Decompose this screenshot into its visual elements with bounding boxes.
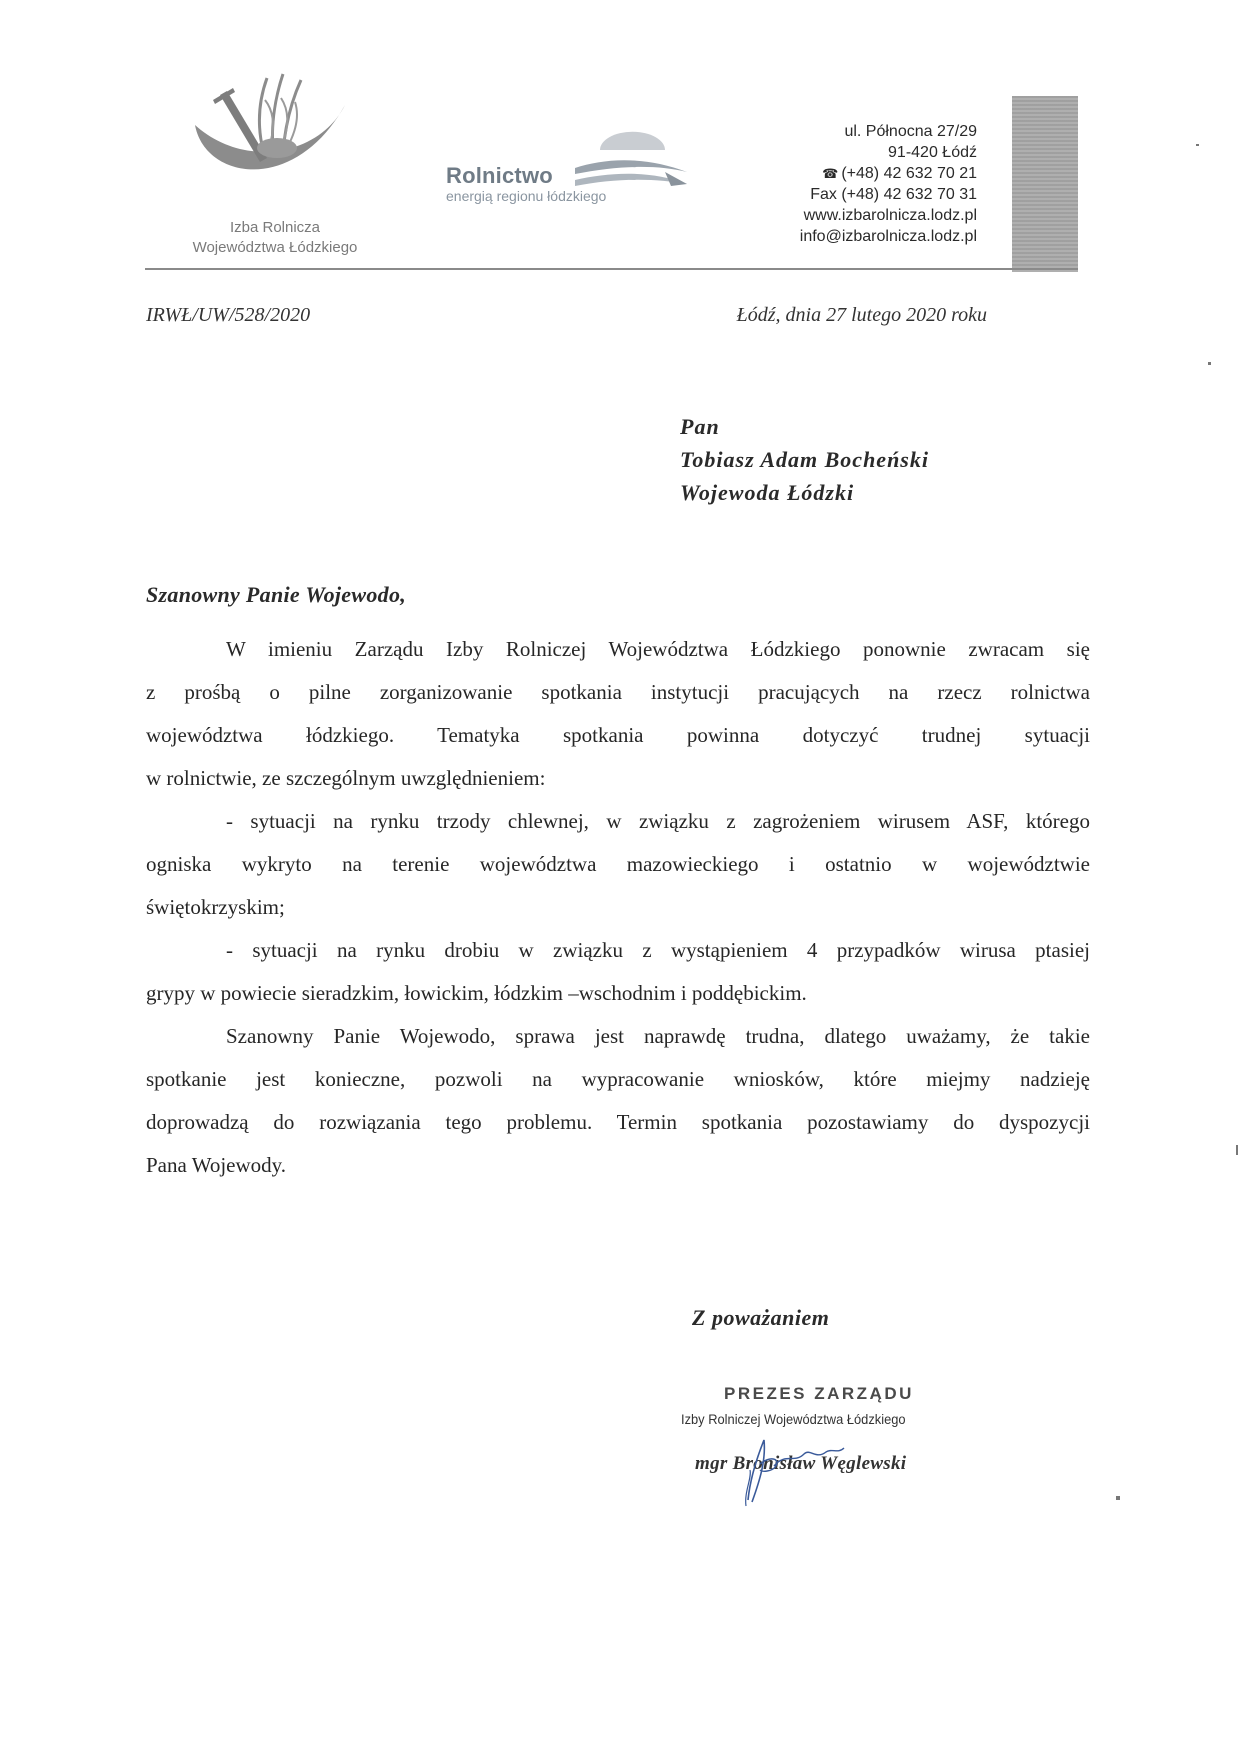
org-name-line1: Izba Rolnicza (229, 219, 321, 236)
body-line: Pana Wojewody. (146, 1153, 287, 1177)
body-line: Szanowny Panie Wojewodo, sprawa jest naprawdę trudna, dlatego uważamy, że takie (226, 1024, 1090, 1048)
signature-mark (730, 1430, 890, 1510)
contact-block (800, 121, 977, 247)
body-line: województwa łódzkiego. Tematyka spotkania powinna dotyczyć trudnej sytuacji (146, 723, 1090, 747)
scan-speck (1196, 144, 1199, 146)
body-line: grypy w powiecie sieradzkim, łowickim, łódzkim –wschodnim i poddębickim. (146, 981, 807, 1005)
body-line: doprowadzą do rozwiązania tego problemu. Termin spotkania pozostawiamy do dyspozycji (146, 1110, 1090, 1134)
reference-number: IRWŁ/UW/528/2020 (146, 304, 311, 326)
addressee-block (680, 410, 929, 509)
org-name-line2: Województwa Łódzkiego (192, 239, 358, 256)
contact-phone: (+48) 42 632 70 21 (841, 165, 977, 182)
body-line: - sytuacji na rynku trzody chlewnej, w związku z zagrożeniem wirusem ASF, którego (226, 809, 1090, 833)
body-line: w rolnictwie, ze szczególnym uwzględnieniem: (146, 766, 546, 790)
salutation: Szanowny Panie Wojewodo, (146, 582, 407, 607)
addressee-line: Pan (680, 414, 720, 439)
contact-email: info@izbarolnicza.lodz.pl (799, 228, 977, 245)
signatory-name: mgr Bronisław Węglewski (695, 1453, 907, 1474)
signature-title: PREZES ZARZĄDU (724, 1384, 914, 1403)
scan-speck (1208, 362, 1211, 365)
contact-fax: Fax (+48) 42 632 70 31 (810, 186, 977, 203)
contact-street: ul. Północna 27/29 (844, 123, 977, 140)
contact-city: 91-420 Łódź (888, 144, 977, 161)
header-side-block (1012, 96, 1078, 272)
contact-phone-line (800, 163, 977, 184)
closing: Z poważaniem (692, 1305, 830, 1330)
header-divider (145, 268, 1078, 270)
body-paragraph (146, 929, 1090, 1015)
body-paragraph (146, 628, 1090, 800)
body-line: świętokrzyskim; (146, 895, 285, 919)
contact-web: www.izbarolnicza.lodz.pl (803, 207, 977, 224)
scan-speck (1116, 1496, 1120, 1500)
body-line: spotkanie jest konieczne, pozwoli na wypracowanie wniosków, które miejmy nadzieję (146, 1067, 1090, 1091)
phone-icon: ☎ (822, 166, 839, 181)
body-line: - sytuacji na rynku drobiu w związku z wystąpieniem 4 przypadków wirusa ptasiej (226, 938, 1090, 962)
addressee-line: Wojewoda Łódzki (680, 480, 855, 505)
body-line: ogniska wykryto na terenie województwa mazowieckiego i ostatnio w województwie (146, 852, 1090, 876)
campaign-title: Rolnictwo (446, 163, 553, 188)
date-line: Łódź, dnia 27 lutego 2020 roku (736, 304, 987, 326)
scan-speck (1236, 1145, 1238, 1155)
campaign-subtitle: energią regionu łódzkiego (446, 188, 607, 204)
chamber-emblem-icon (185, 70, 365, 200)
body-line: z prośbą o pilne zorganizowanie spotkania instytucji pracujących na rzecz rolnictwa (146, 680, 1090, 704)
signature-organization: Izby Rolniczej Województwa Łódzkiego (681, 1411, 906, 1427)
addressee-line: Tobiasz Adam Bocheński (680, 447, 929, 472)
body-line: W imieniu Zarządu Izby Rolniczej Województwa Łódzkiego ponownie zwracam się (226, 637, 1090, 661)
body-paragraph (146, 800, 1090, 929)
body-paragraph (146, 1015, 1090, 1187)
